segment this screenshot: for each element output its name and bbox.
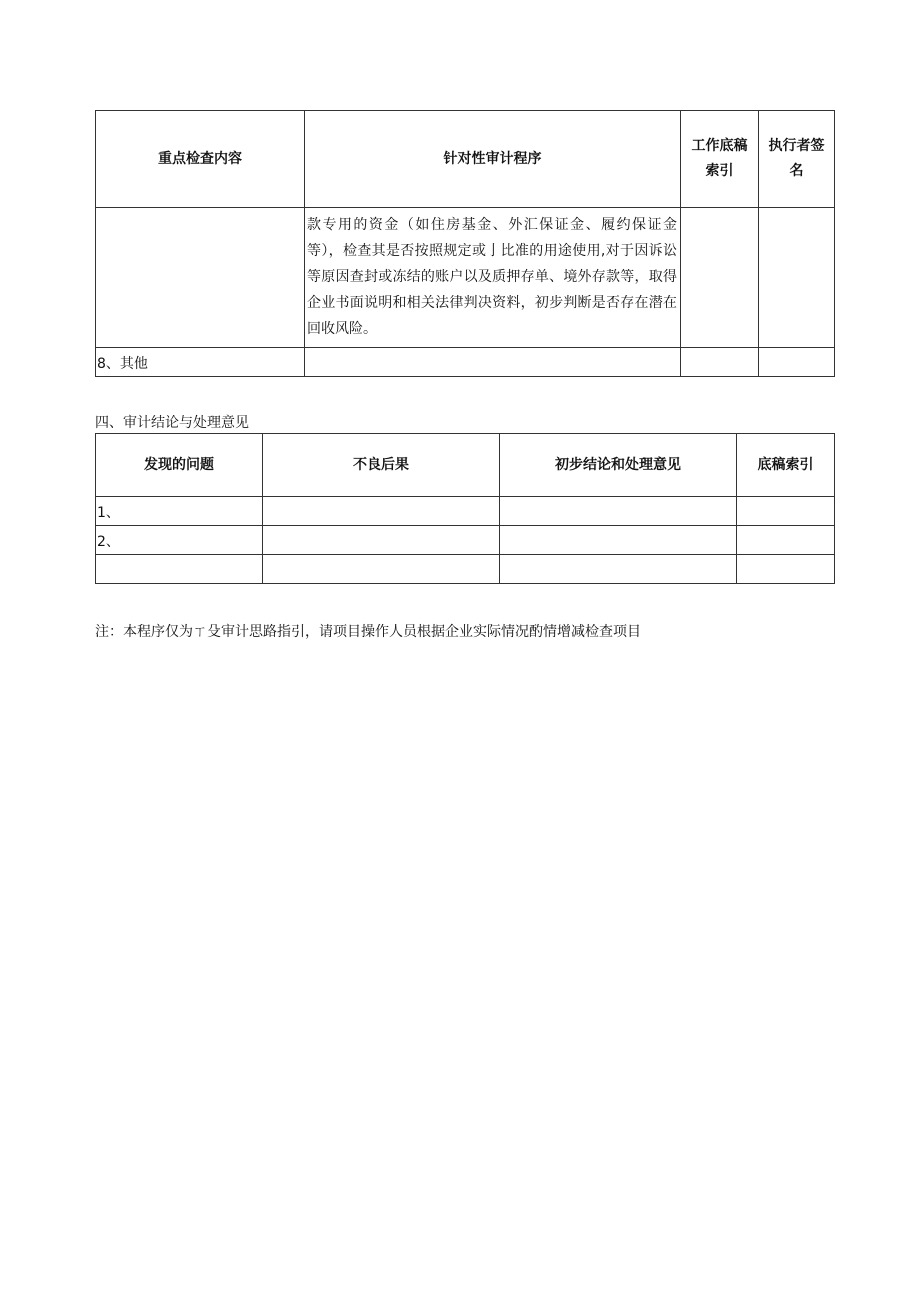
index-cell	[737, 526, 835, 555]
workpaper-index-cell	[681, 208, 759, 348]
index-cell	[737, 555, 835, 584]
header-issues-found: 发现的问题	[96, 434, 263, 497]
conclusion-cell	[500, 555, 737, 584]
table-row	[96, 526, 835, 555]
key-content-cell	[96, 208, 305, 348]
header-workpaper-index: 工作底稿索引	[681, 111, 759, 208]
audit-conclusion-table	[95, 433, 835, 584]
section-title: 四、审计结论与处理意见	[95, 415, 249, 431]
conclusion-table-header-row	[96, 434, 835, 497]
workpaper-index-cell	[681, 348, 759, 377]
issue-cell: 1、	[96, 497, 263, 526]
table-row	[96, 497, 835, 526]
header-executor-signature: 执行者签名	[759, 111, 835, 208]
footnote: 注：本程序仅为ㄒ殳审计思路指引，请项目操作人员根据企业实际情况酌情增减检查项目	[95, 624, 641, 640]
header-workpaper-index: 底稿索引	[737, 434, 835, 497]
other-item-label: 8、其他	[96, 348, 305, 377]
table-row	[96, 348, 835, 377]
issue-cell: 2、	[96, 526, 263, 555]
consequence-cell	[263, 555, 500, 584]
executor-signature-cell	[759, 208, 835, 348]
procedure-table-header-row	[96, 111, 835, 208]
audit-procedure-table	[95, 110, 835, 377]
executor-signature-cell	[759, 348, 835, 377]
issue-cell	[96, 555, 263, 584]
table-row	[96, 208, 835, 348]
header-adverse-consequences: 不良后果	[263, 434, 500, 497]
consequence-cell	[263, 497, 500, 526]
index-cell	[737, 497, 835, 526]
header-procedure: 针对性审计程序	[305, 111, 681, 208]
procedure-text-cell: 款专用的资金（如住房基金、外汇保证金、履约保证金等），检查其是否按照规定或亅比准的用途使用,对于因诉讼等原因查封或冻结的账户以及质押存单、境外存款等，取得企业书面说明和相关法律判决资料，初步判断是否存在潜在回收风险。	[305, 208, 681, 348]
table-row	[96, 555, 835, 584]
header-preliminary-conclusion: 初步结论和处理意见	[500, 434, 737, 497]
procedure-text-cell	[305, 348, 681, 377]
conclusion-cell	[500, 526, 737, 555]
consequence-cell	[263, 526, 500, 555]
header-key-content: 重点检查内容	[96, 111, 305, 208]
conclusion-cell	[500, 497, 737, 526]
